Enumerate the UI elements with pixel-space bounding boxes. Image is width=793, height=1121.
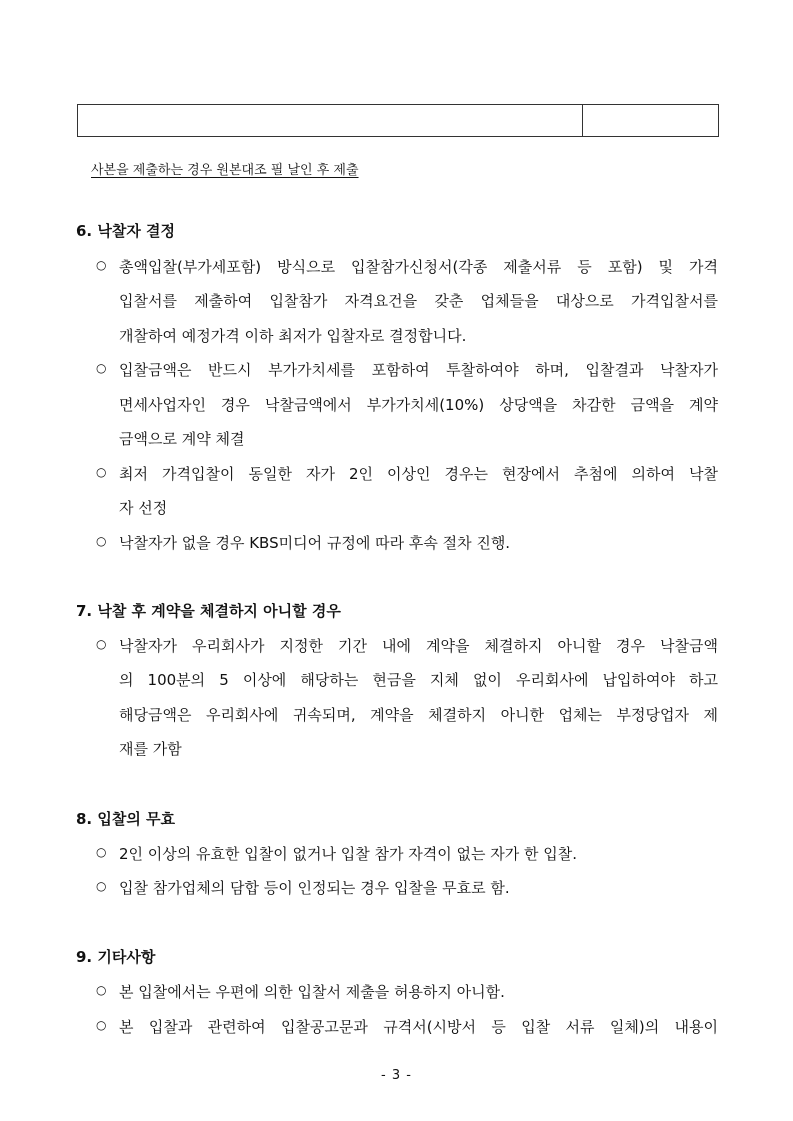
- bullet-icon: ○: [96, 637, 107, 651]
- list-item-text: 본 입찰에서는 우편에 의한 입찰서 제출을 허용하지 아니함.: [119, 983, 505, 1001]
- list-item-text: 낙찰자가 우리회사가 지정한 기간 내에 계약을 체결하지 아니할 경우 낙찰금액: [119, 637, 718, 655]
- list-item: [96, 1016, 718, 1037]
- section-6-heading: 6. 낙찰자 결정: [76, 222, 176, 240]
- list-item: [96, 635, 718, 656]
- section-8-heading: 8. 입찰의 무효: [76, 810, 176, 828]
- list-item-text: 면세사업자인 경우 낙찰금액에서 부가가치세(10%) 상당액을 차감한 금액을 계약: [119, 396, 718, 414]
- section-9-heading: 9. 기타사항: [76, 948, 156, 966]
- list-item-text: 금액으로 계약 체결: [119, 430, 245, 448]
- bullet-icon: ○: [96, 983, 107, 997]
- list-item-text: 입찰 참가업체의 담합 등이 인정되는 경우 입찰을 무효로 함.: [119, 879, 510, 897]
- table-cell: [583, 105, 718, 136]
- bullet-icon: ○: [96, 879, 107, 893]
- list-item-text: 재를 가함: [119, 740, 182, 758]
- list-item-text: 해당금액은 우리회사에 귀속되며, 계약을 체결하지 아니한 업체는 부정당업자 제: [119, 706, 718, 724]
- bullet-icon: ○: [96, 361, 107, 375]
- list-item: [96, 359, 718, 380]
- list-item-text: 개찰하여 예정가격 이하 최저가 입찰자로 결정합니다.: [119, 327, 467, 345]
- list-item-text: 총액입찰(부가세포함) 방식으로 입찰참가신청서(각종 제출서류 등 포함) 및 가격: [119, 258, 718, 276]
- list-item-text: 의 100분의 5 이상에 해당하는 현금을 지체 없이 우리회사에 납입하여야 하고: [119, 671, 718, 689]
- list-item: [96, 532, 718, 553]
- top-table: [77, 104, 719, 137]
- section-7-heading: 7. 낙찰 후 계약을 체결하지 아니할 경우: [76, 602, 341, 620]
- list-item-text: 최저 가격입찰이 동일한 자가 2인 이상인 경우는 현장에서 추첨에 의하여 낙찰: [119, 465, 718, 483]
- page-number: - 3 -: [381, 1068, 412, 1083]
- list-item-text: 입찰금액은 반드시 부가가치세를 포함하여 투찰하여야 하며, 입찰결과 낙찰자가: [119, 361, 718, 379]
- copy-submission-note: 사본을 제출하는 경우 원본대조 필 날인 후 제출: [91, 163, 359, 178]
- list-item: [96, 843, 718, 864]
- list-item-text: 자 선정: [119, 499, 168, 517]
- list-item-text: 입찰서를 제출하여 입찰참가 자격요건을 갖춘 업체들을 대상으로 가격입찰서를: [119, 292, 718, 310]
- bullet-icon: ○: [96, 1018, 107, 1032]
- list-item: [96, 463, 718, 484]
- table-cell: [78, 105, 583, 136]
- bullet-icon: ○: [96, 534, 107, 548]
- list-item: [96, 877, 718, 898]
- list-item-text: 본 입찰과 관련하여 입찰공고문과 규격서(시방서 등 입찰 서류 일체)의 내용이: [119, 1018, 718, 1036]
- bullet-icon: ○: [96, 845, 107, 859]
- list-item-text: 2인 이상의 유효한 입찰이 없거나 입찰 참가 자격이 없는 자가 한 입찰.: [119, 845, 577, 863]
- list-item: [96, 256, 718, 277]
- bullet-icon: ○: [96, 465, 107, 479]
- bullet-icon: ○: [96, 258, 107, 272]
- list-item-text: 낙찰자가 없을 경우 KBS미디어 규정에 따라 후속 절차 진행.: [119, 534, 511, 552]
- list-item: [96, 981, 718, 1002]
